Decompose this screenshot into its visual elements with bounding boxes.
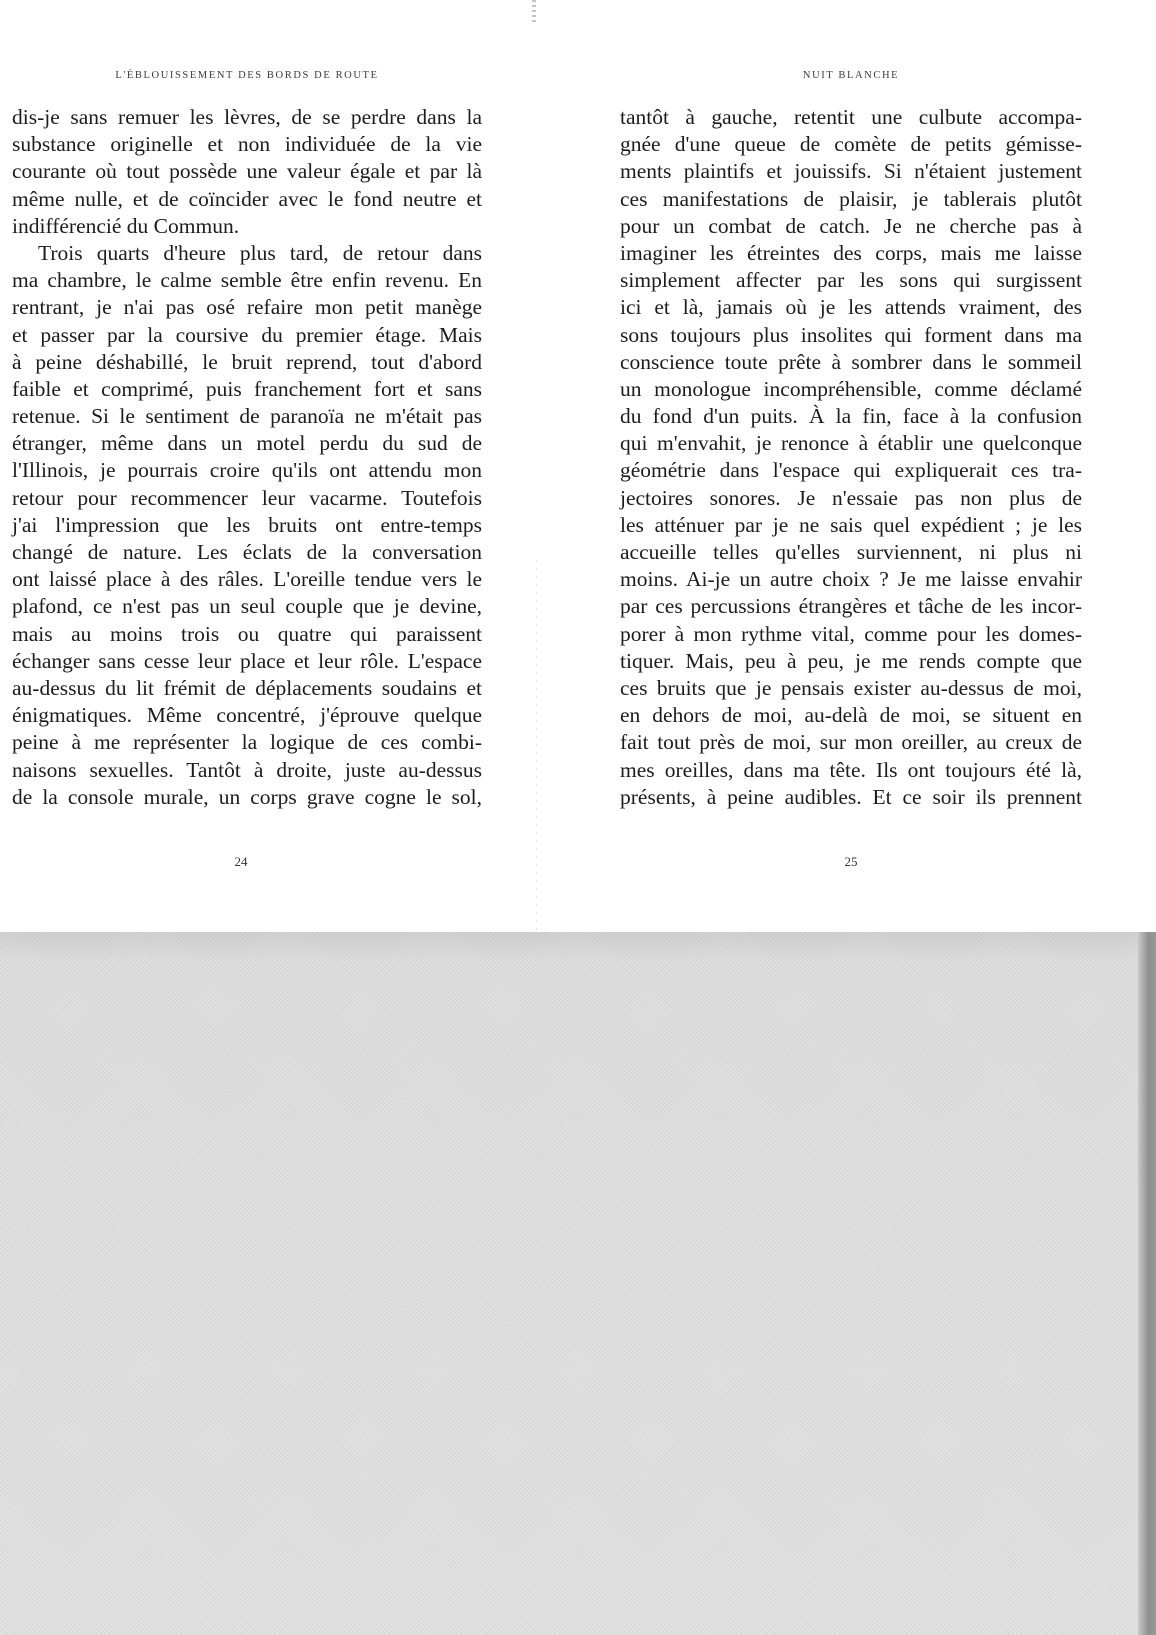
text-line: qui m'envahit, je renonce à établir une quelconque bbox=[620, 431, 1082, 456]
text-line: ces bruits que je pensais exister au-dessus de moi, bbox=[620, 675, 1082, 700]
text-line: géométrie dans l'espace qui expliquerait ces tra- bbox=[620, 458, 1082, 483]
text-line: gnée d'une queue de comète de petits gémisse- bbox=[620, 132, 1082, 157]
text-line: tiquer. Mais, peu à peu, je me rends compte que bbox=[620, 648, 1082, 673]
text-line: par ces percussions étrangères et tâche de les incor- bbox=[620, 594, 1082, 619]
text-line: même nulle, et de coïncider avec le fond neutre et bbox=[12, 186, 482, 211]
page-number-left: 24 bbox=[234, 854, 248, 869]
scan-speck bbox=[532, 0, 536, 22]
text-line: Trois quarts d'heure plus tard, de retour dans bbox=[38, 240, 482, 265]
text-line: mais au moins trois ou quatre qui paraissent bbox=[12, 621, 482, 646]
text-line: énigmatiques. Même concentré, j'éprouve quelque bbox=[12, 703, 482, 728]
text-line: peine à me représenter la logique de ces combi- bbox=[12, 730, 482, 755]
text-line: mes oreilles, dans ma tête. Ils ont toujours été là, bbox=[620, 757, 1082, 782]
text-line: dis-je sans remuer les lèvres, de se perdre dans la bbox=[12, 105, 482, 129]
text-line: rentrant, je n'ai pas osé refaire mon petit manège bbox=[12, 295, 482, 320]
text-line: au-dessus du lit frémit de déplacements soudains et bbox=[12, 675, 482, 700]
text-line: retenue. Si le sentiment de paranoïa ne m'était pas bbox=[12, 404, 482, 429]
text-line: ces manifestations de plaisir, je tablerais plutôt bbox=[620, 186, 1082, 211]
text-line: conscience toute prête à sombrer dans le sommeil bbox=[620, 349, 1082, 374]
scanner-edge-shadow bbox=[1138, 932, 1156, 1635]
text-line: porer à mon rythme vital, comme pour les domes- bbox=[620, 621, 1082, 646]
text-line: simplement affecter par les sons qui surgissent bbox=[620, 268, 1082, 293]
text-line: en dehors de moi, au-delà de moi, se situent en bbox=[620, 703, 1082, 728]
page-number-right: 25 bbox=[844, 854, 858, 869]
text-line: ments plaintifs et jouissifs. Si n'étaient justement bbox=[620, 159, 1082, 184]
text-line: indifférencié du Commun. bbox=[12, 213, 240, 238]
text-line: sons toujours plus insolites qui forment dans ma bbox=[620, 322, 1082, 347]
text-line: de la console murale, un corps grave cogne le sol, bbox=[12, 784, 482, 809]
left-page-body bbox=[12, 104, 482, 811]
text-line: ont laissé place à des râles. L'oreille tendue vers le bbox=[12, 567, 482, 592]
text-line: à peine déshabillé, le bruit reprend, tout d'abord bbox=[12, 349, 482, 374]
text-line: accueille telles qu'elles surviennent, ni plus ni bbox=[620, 540, 1082, 564]
text-line: ma chambre, le calme semble être enfin revenu. En bbox=[12, 268, 482, 293]
page-gutter bbox=[536, 560, 537, 932]
right-page-body bbox=[620, 104, 1082, 811]
text-line: jectoires sonores. Je n'essaie pas non plus de bbox=[620, 485, 1082, 510]
text-line: faible et comprimé, puis franchement fort et sans bbox=[12, 376, 482, 401]
text-line: imaginer les étreintes des corps, mais me laisse bbox=[620, 240, 1082, 265]
text-line: substance originelle et non individuée de la vie bbox=[12, 132, 482, 157]
text-line: j'ai l'impression que les bruits ont entre-temps bbox=[12, 512, 482, 537]
text-line: l'Illinois, je pourrais croire qu'ils ont attendu mon bbox=[12, 458, 482, 483]
text-line: changé de nature. Les éclats de la conversation bbox=[12, 540, 482, 564]
scanner-background bbox=[0, 932, 1156, 1635]
text-line: courante où tout possède une valeur égale et par là bbox=[12, 159, 482, 184]
text-line: plafond, ce n'est pas un seul couple que je devine, bbox=[12, 594, 482, 619]
text-line: naisons sexuelles. Tantôt à droite, juste au-dessus bbox=[12, 757, 482, 782]
text-line: moins. Ai-je un autre choix ? Je me laisse envahir bbox=[620, 567, 1082, 592]
text-line: présents, à peine audibles. Et ce soir ils prennent bbox=[620, 784, 1082, 809]
text-line: tantôt à gauche, retentit une culbute accompa- bbox=[620, 105, 1082, 129]
text-line: fait tout près de moi, sur mon oreiller, au creux de bbox=[620, 730, 1082, 755]
text-line: les atténuer par je ne sais quel expédient ; je les bbox=[620, 512, 1082, 537]
text-line: pour un combat de catch. Je ne cherche pas à bbox=[620, 213, 1082, 238]
text-line: étranger, même dans un motel perdu du sud de bbox=[12, 431, 482, 456]
text-line: un monologue incompréhensible, comme déclamé bbox=[620, 376, 1082, 401]
text-line: du fond d'un puits. À la fin, face à la confusion bbox=[620, 404, 1082, 429]
running-head-right: NUIT BLANCHE bbox=[802, 70, 900, 81]
text-line: et passer par la coursive du premier étage. Mais bbox=[12, 322, 482, 347]
text-line: échanger sans cesse leur place et leur rôle. L'espace bbox=[12, 648, 482, 673]
running-head-left: L'ÉBLOUISSEMENT DES BORDS DE ROUTE bbox=[115, 70, 379, 81]
text-line: retour pour recommencer leur vacarme. Toutefois bbox=[12, 485, 482, 510]
text-line: ici et là, jamais où je les attends vraiment, des bbox=[620, 295, 1082, 320]
